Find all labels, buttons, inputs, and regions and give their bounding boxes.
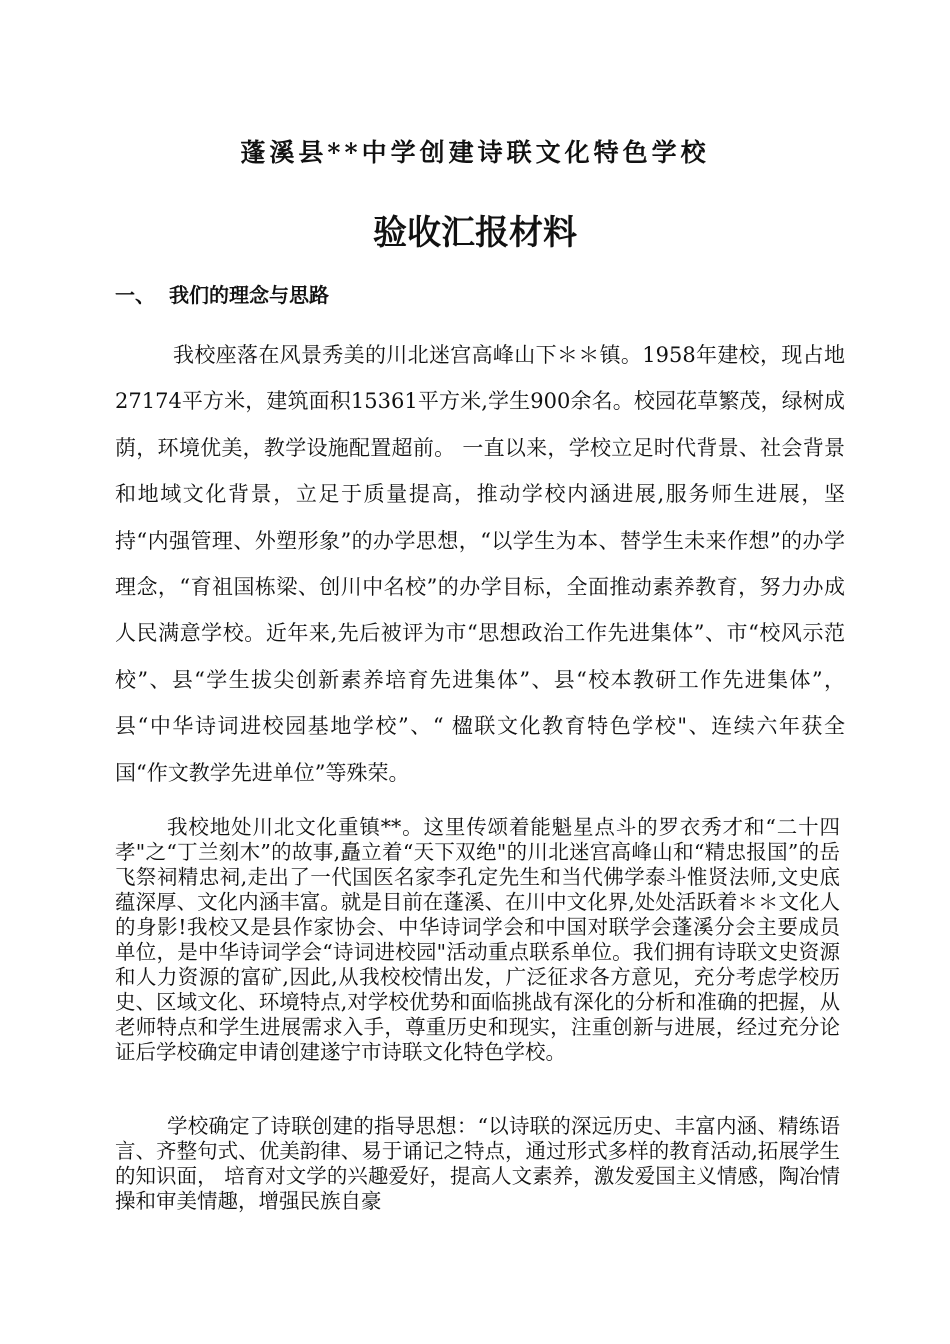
paragraph-culture-background: 我校地处川北文化重镇**。这里传颂着能魁星点斗的罗衣秀才和“二十四孝"之“丁兰刻木”的故事,矗立着“天下双绝"的川北迷宫高峰山和“精忠报国”的岳飞祭祠精忠祠,走出了一代国医名家李孔定先生和当代佛学泰斗惟贤法师,文史底蕴深厚、文化内涵丰富。就是目前在蓬溪、在川中文化界,处处活跃着＊＊文化人的身影!我校又是县作家协会、中华诗词学会和中国对联学会蓬溪分会主要成员单位，是中华诗词学会“诗词进校园"活动重点联系单位。我们拥有诗联文史资源和人力资源的富矿,因此,从我校校情出发，广泛征求各方意见，充分考虑学校历史、区域文化、环境特点,对学校优势和面临挑战有深化的分析和准确的把握，从老师特点和学生进展需求入手，尊重历史和现实，注重创新与进展，经过充分论证后学校确定申请创建遂宁市诗联文化特色学校。	[115, 815, 840, 1064]
document-title: 验收汇报材料	[373, 213, 577, 253]
paragraph-guiding-idea: 学校确定了诗联创建的指导思想：“以诗联的深远历史、丰富内涵、精练语言、齐整句式、优美韵律、易于诵记之特点，通过形式多样的教育活动,拓展学生的知识面， 培育对文学的兴趣爱好，提高人文素养，激发爱国主义情感，陶冶情操和审美情趣，增强民族自豪	[115, 1114, 840, 1213]
document-subtitle: 蓬溪县**中学创建诗联文化特色学校	[240, 138, 710, 167]
section-number: 一、	[115, 283, 155, 307]
section-heading-text: 我们的理念与思路	[169, 283, 329, 307]
paragraph-school-intro: 我校座落在风景秀美的川北迷宫高峰山下＊＊镇。1958年建校，现占地27174平方米，建筑面积15361平方米,学生900余名。校园花草繁茂，绿树成荫，环境优美，教学设施配置超前。 一直以来，学校立足时代背景、社会背景和地域文化背景，立足于质量提高，推动学校内涵进展,服务师生进展，坚持“内强管理、外塑形象”的办学思想，“以学生为本、替学生未来作想”的办学理念，“育祖国栋梁、创川中名校”的办学目标，全面推动素养教育，努力办成人民满意学校。近年来,先后被评为市“思想政治工作先进集体”、市“校风示范校”、县“学生拔尖创新素养培育先进集体”、县“校本教研工作先进集体”，县“中华诗词进校园基地学校”、“ 楹联文化教育特色学校"、连续六年获全国“作文教学先进单位”等殊荣。	[115, 343, 845, 785]
section-heading	[115, 279, 329, 308]
